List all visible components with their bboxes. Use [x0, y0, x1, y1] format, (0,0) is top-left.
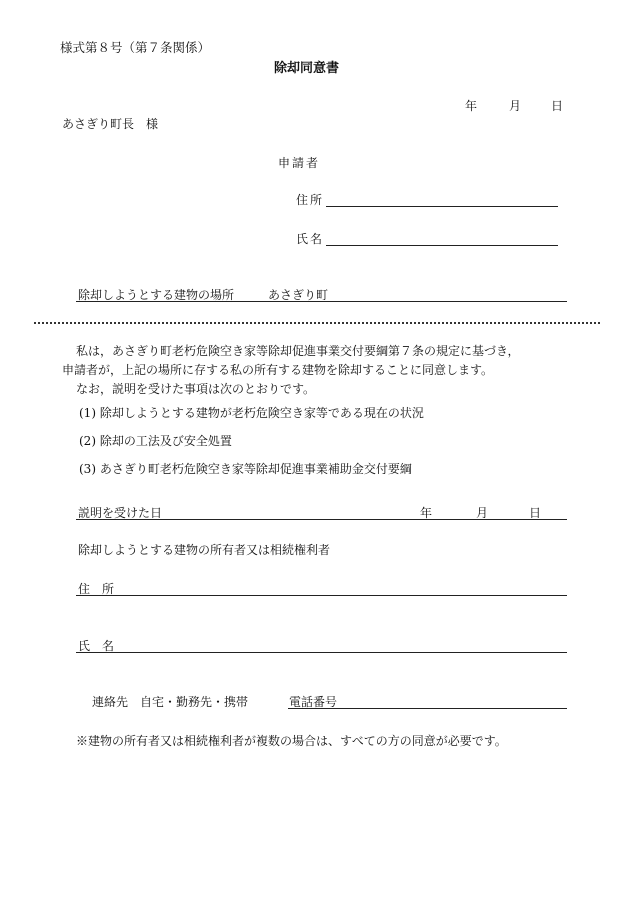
- form-number: 様式第８号（第７条関係）: [60, 40, 211, 55]
- date-month-label: 月: [509, 99, 522, 113]
- explanation-date-field[interactable]: [76, 519, 567, 520]
- applicant-name-field[interactable]: [326, 245, 558, 246]
- applicant-address-field[interactable]: [326, 206, 558, 207]
- explained-item-2: (2) 除却の工法及び安全処置: [79, 434, 232, 448]
- cut-line-divider: [34, 322, 600, 324]
- phone-field[interactable]: [288, 708, 567, 709]
- page-title: 除却同意書: [274, 61, 340, 76]
- explanation-date-year: 年: [420, 506, 433, 520]
- consent-paragraph-line-2: 申請者が，上記の場所に存する私の所有する建物を除却することに同意します。: [62, 363, 494, 377]
- explained-item-3: (3) あさぎり町老朽危険空き家等除却促進事業補助金交付要綱: [79, 462, 412, 476]
- owner-address-label: 住 所: [78, 582, 115, 596]
- building-location-label: 除却しようとする建物の場所: [78, 288, 235, 302]
- consent-paragraph-2: なお，説明を受けた事項は次のとおりです。: [76, 382, 316, 396]
- owner-address-field[interactable]: [76, 595, 567, 596]
- applicant-address-label: 住所: [296, 193, 325, 207]
- explained-item-1: (1) 除却しようとする建物が老朽危険空き家等である現在の状況: [79, 406, 424, 420]
- addressee: あさぎり町長 様: [62, 117, 159, 131]
- explanation-date-month: 月: [476, 506, 489, 520]
- applicant-label: 申請者: [278, 156, 321, 170]
- owner-name-field[interactable]: [76, 652, 567, 653]
- explanation-date-day: 日: [529, 506, 542, 520]
- applicant-name-label: 氏名: [296, 232, 325, 246]
- date-year-label: 年: [465, 99, 478, 113]
- contact-label: 連絡先 自宅・勤務先・携帯: [92, 695, 249, 709]
- date-day-label: 日: [551, 99, 564, 113]
- explanation-date-label: 説明を受けた日: [78, 506, 163, 520]
- consent-note: ※建物の所有者又は相続権利者が複数の場合は、すべての方の同意が必要です。: [76, 734, 507, 748]
- building-location-value: あさぎり町: [268, 288, 329, 302]
- building-location-field[interactable]: [76, 301, 567, 302]
- phone-label: 電話番号: [289, 695, 338, 709]
- owner-heading: 除却しようとする建物の所有者又は相続権利者: [78, 543, 331, 557]
- consent-paragraph-line-1: 私は，あさぎり町老朽危険空き家等除却促進事業交付要綱第７条の規定に基づき，: [76, 344, 520, 358]
- owner-name-label: 氏 名: [78, 639, 115, 653]
